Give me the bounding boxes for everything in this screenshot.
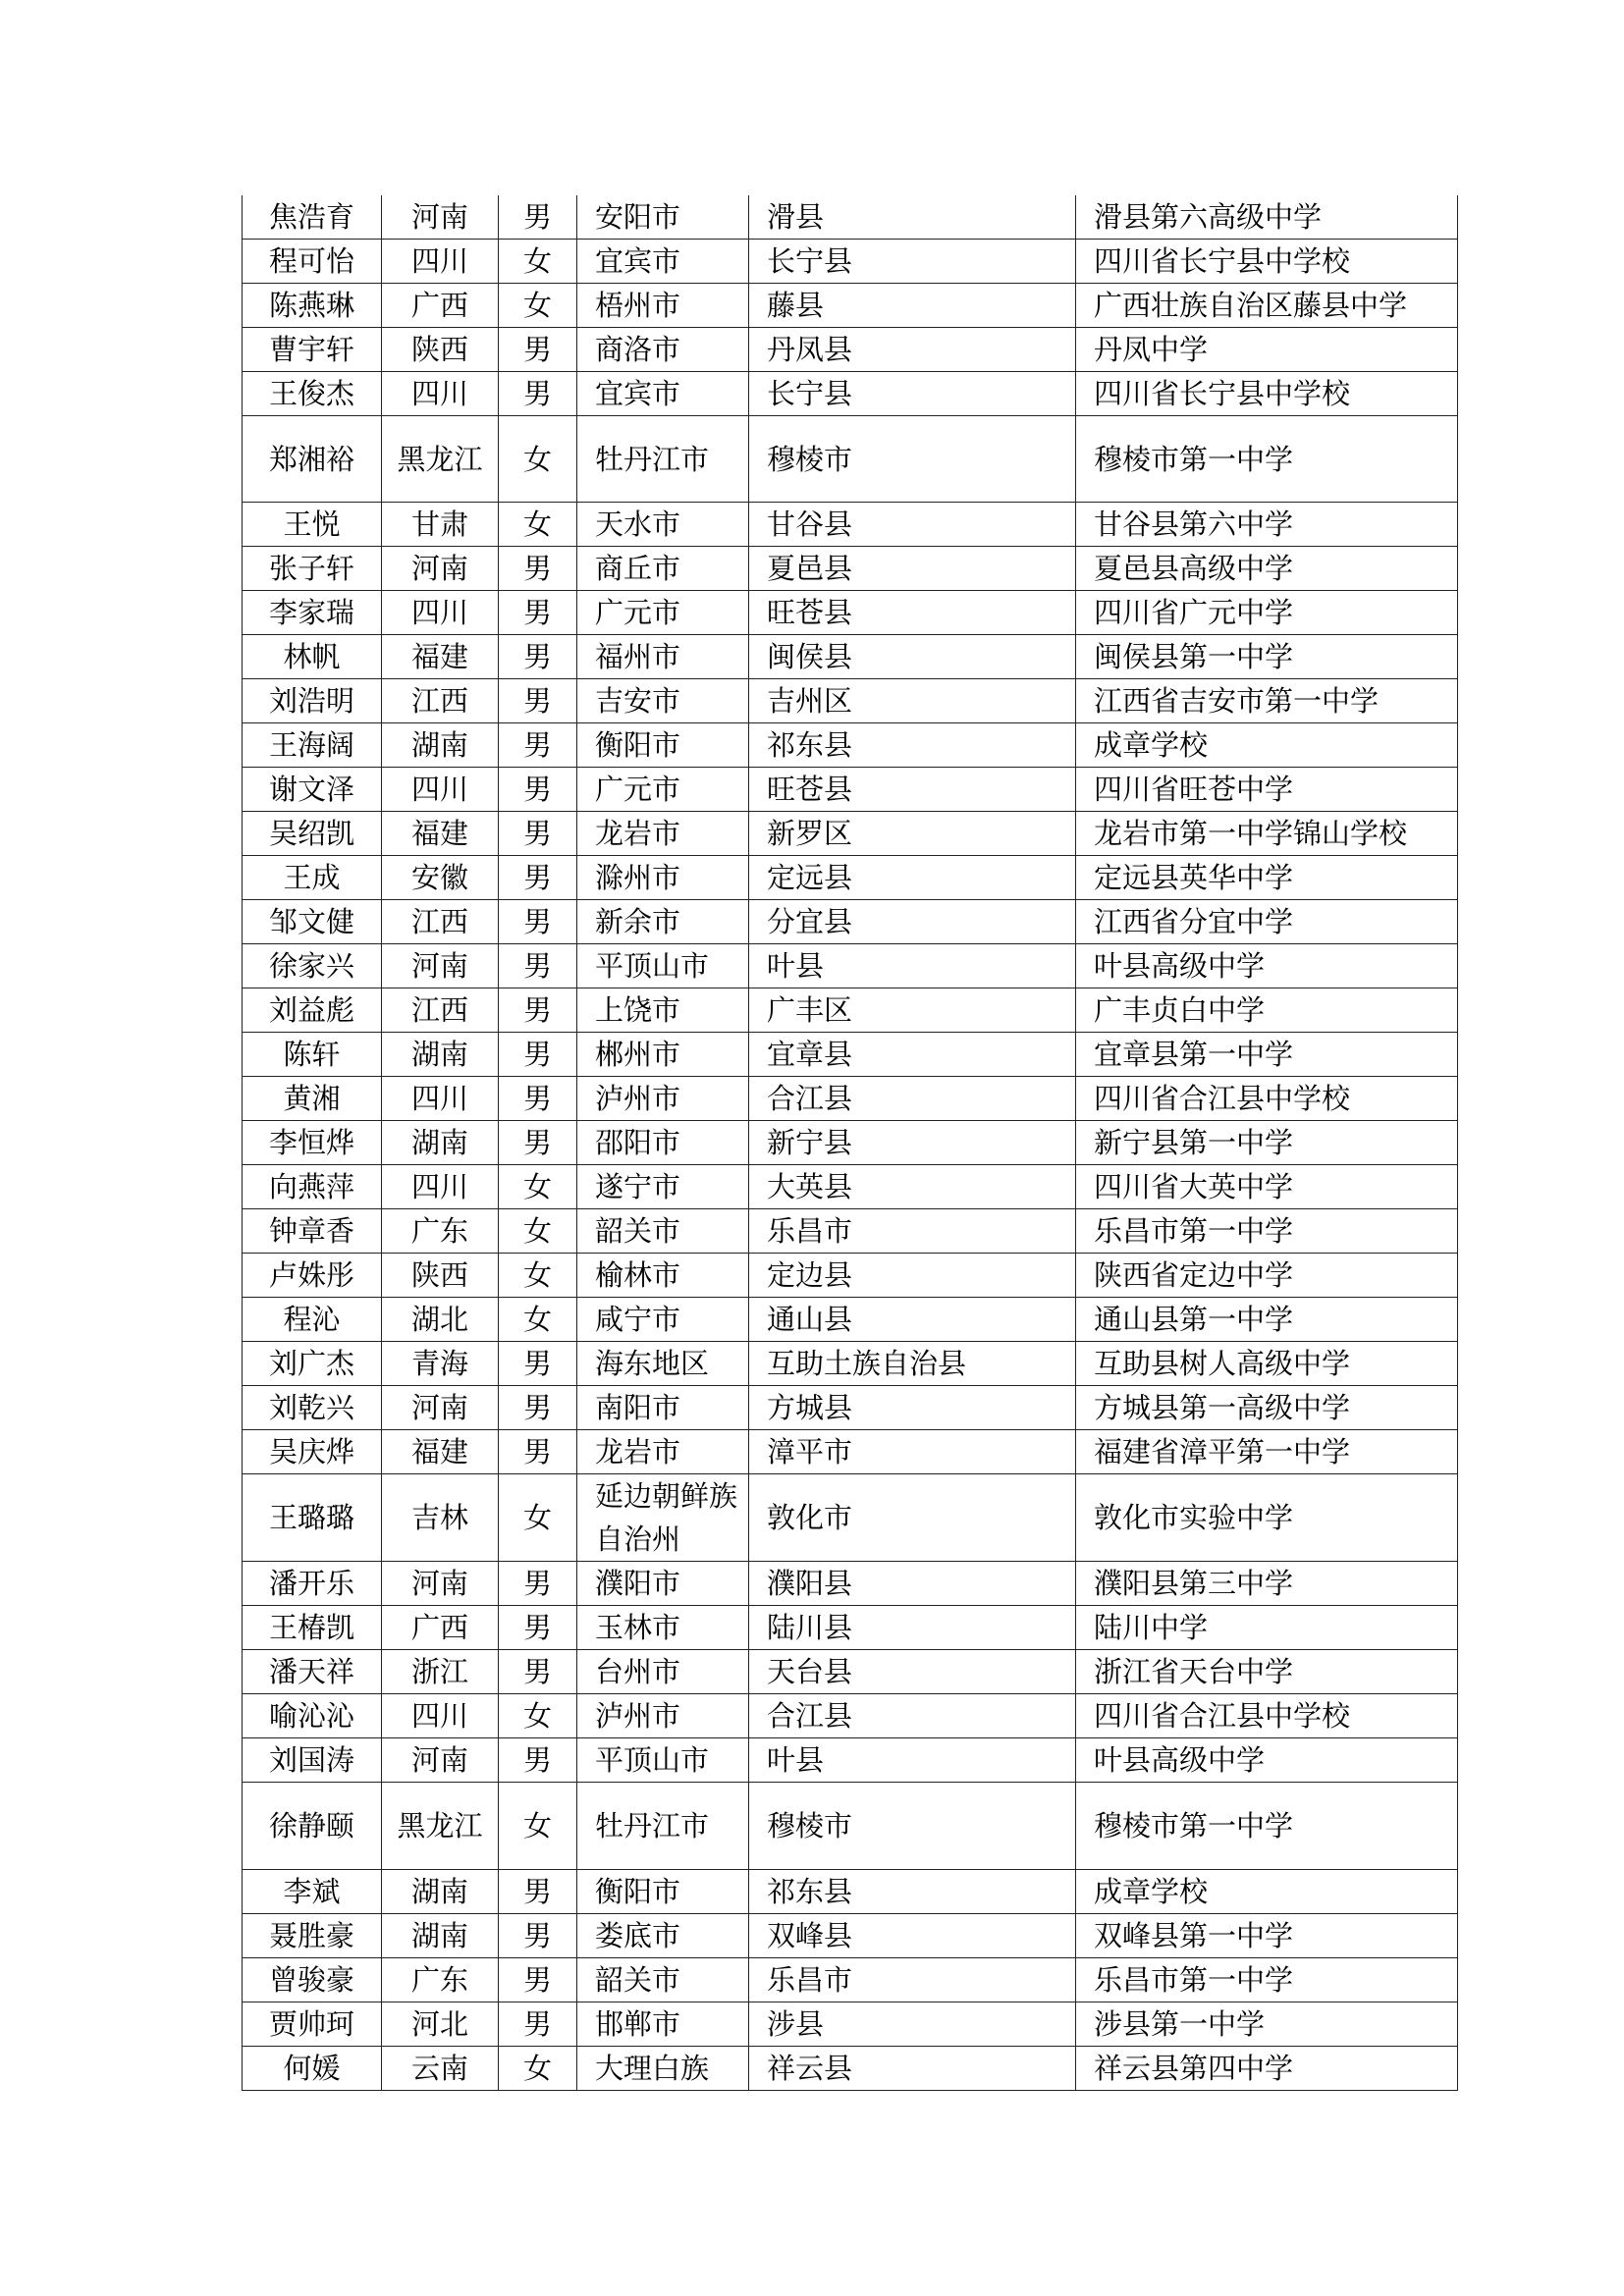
city-cell: 衡阳市 [577,1869,749,1913]
county-cell: 定远县 [749,856,1076,900]
school-cell: 甘谷县第六中学 [1076,503,1458,547]
city-cell: 泸州市 [577,1694,749,1738]
table-row [243,1783,1458,1869]
student-name-cell: 王悦 [243,503,382,547]
gender-cell: 男 [499,328,577,372]
table-row [243,1869,1458,1913]
city-cell: 南阳市 [577,1386,749,1430]
county-cell: 长宁县 [749,372,1076,416]
province-cell: 河北 [382,2002,499,2046]
school-cell: 四川省长宁县中学校 [1076,372,1458,416]
province-cell: 甘肃 [382,503,499,547]
city-cell: 娄底市 [577,1913,749,1957]
table-row [243,1254,1458,1298]
table-row [243,856,1458,900]
province-cell: 四川 [382,1077,499,1121]
province-cell: 四川 [382,768,499,812]
province-cell: 湖南 [382,723,499,768]
table-row [243,1957,1458,2002]
gender-cell: 男 [499,1957,577,2002]
student-name-cell: 卢姝彤 [243,1254,382,1298]
province-cell: 黑龙江 [382,416,499,503]
province-cell: 浙江 [382,1650,499,1694]
gender-cell: 女 [499,1783,577,1869]
table-row [243,679,1458,723]
gender-cell: 女 [499,1254,577,1298]
county-cell: 分宜县 [749,900,1076,944]
student-name-cell: 刘益彪 [243,988,382,1033]
student-name-cell: 喻沁沁 [243,1694,382,1738]
gender-cell: 男 [499,1342,577,1386]
province-cell: 湖南 [382,1033,499,1077]
school-cell: 敦化市实验中学 [1076,1474,1458,1562]
gender-cell: 男 [499,768,577,812]
table-row [243,1606,1458,1650]
school-cell: 江西省分宜中学 [1076,900,1458,944]
student-name-cell: 谢文泽 [243,768,382,812]
school-cell: 福建省漳平第一中学 [1076,1430,1458,1474]
school-cell: 乐昌市第一中学 [1076,1209,1458,1254]
province-cell: 河南 [382,944,499,988]
county-cell: 乐昌市 [749,1209,1076,1254]
city-cell: 宜宾市 [577,372,749,416]
city-cell: 广元市 [577,591,749,635]
student-name-cell: 吴绍凯 [243,812,382,856]
gender-cell: 男 [499,900,577,944]
table-row [243,328,1458,372]
county-cell: 通山县 [749,1298,1076,1342]
student-name-cell: 郑湘裕 [243,416,382,503]
school-cell: 四川省旺苍中学 [1076,768,1458,812]
city-cell: 龙岩市 [577,1430,749,1474]
student-name-cell: 陈燕琳 [243,284,382,328]
gender-cell: 女 [499,240,577,284]
student-name-cell: 刘广杰 [243,1342,382,1386]
table-row [243,1738,1458,1783]
province-cell: 江西 [382,900,499,944]
province-cell: 河南 [382,195,499,240]
gender-cell: 男 [499,1033,577,1077]
student-name-cell: 林帆 [243,635,382,679]
school-cell: 四川省合江县中学校 [1076,1694,1458,1738]
county-cell: 新宁县 [749,1121,1076,1165]
province-cell: 湖南 [382,1869,499,1913]
city-cell: 玉林市 [577,1606,749,1650]
county-cell: 大英县 [749,1165,1076,1209]
gender-cell: 男 [499,1738,577,1783]
gender-cell: 男 [499,1869,577,1913]
gender-cell: 男 [499,635,577,679]
province-cell: 安徽 [382,856,499,900]
city-cell: 牡丹江市 [577,1783,749,1869]
city-cell: 梧州市 [577,284,749,328]
gender-cell: 女 [499,1474,577,1562]
city-cell: 吉安市 [577,679,749,723]
student-name-cell: 陈轩 [243,1033,382,1077]
school-cell: 定远县英华中学 [1076,856,1458,900]
school-cell: 通山县第一中学 [1076,1298,1458,1342]
gender-cell: 女 [499,1694,577,1738]
province-cell: 河南 [382,1386,499,1430]
school-cell: 涉县第一中学 [1076,2002,1458,2046]
student-name-cell: 贾帅珂 [243,2002,382,2046]
gender-cell: 女 [499,1209,577,1254]
table-row [243,1430,1458,1474]
student-name-cell: 王椿凯 [243,1606,382,1650]
student-name-cell: 王海阔 [243,723,382,768]
city-cell: 平顶山市 [577,1738,749,1783]
student-name-cell: 程沁 [243,1298,382,1342]
province-cell: 四川 [382,591,499,635]
city-cell: 福州市 [577,635,749,679]
province-cell: 吉林 [382,1474,499,1562]
gender-cell: 男 [499,2002,577,2046]
table-row [243,1077,1458,1121]
city-cell: 大理白族 [577,2046,749,2090]
school-cell: 江西省吉安市第一中学 [1076,679,1458,723]
city-cell: 广元市 [577,768,749,812]
gender-cell: 男 [499,1562,577,1606]
city-cell: 郴州市 [577,1033,749,1077]
student-name-cell: 邹文健 [243,900,382,944]
city-cell: 咸宁市 [577,1298,749,1342]
student-name-cell: 徐静颐 [243,1783,382,1869]
table-row [243,1650,1458,1694]
province-cell: 四川 [382,372,499,416]
province-cell: 河南 [382,1738,499,1783]
school-cell: 叶县高级中学 [1076,1738,1458,1783]
table-row [243,1342,1458,1386]
county-cell: 陆川县 [749,1606,1076,1650]
student-name-cell: 焦浩育 [243,195,382,240]
student-name-cell: 何媛 [243,2046,382,2090]
student-name-cell: 李恒烨 [243,1121,382,1165]
gender-cell: 女 [499,416,577,503]
county-cell: 闽侯县 [749,635,1076,679]
county-cell: 合江县 [749,1694,1076,1738]
city-cell: 遂宁市 [577,1165,749,1209]
table-row [243,988,1458,1033]
province-cell: 湖南 [382,1121,499,1165]
gender-cell: 男 [499,372,577,416]
school-cell: 四川省广元中学 [1076,591,1458,635]
county-cell: 祁东县 [749,723,1076,768]
school-cell: 四川省长宁县中学校 [1076,240,1458,284]
city-cell: 上饶市 [577,988,749,1033]
school-cell: 闽侯县第一中学 [1076,635,1458,679]
city-cell: 海东地区 [577,1342,749,1386]
province-cell: 四川 [382,240,499,284]
student-name-cell: 李斌 [243,1869,382,1913]
gender-cell: 男 [499,988,577,1033]
gender-cell: 男 [499,1650,577,1694]
school-cell: 穆棱市第一中学 [1076,1783,1458,1869]
province-cell: 河南 [382,1562,499,1606]
county-cell: 穆棱市 [749,416,1076,503]
county-cell: 丹凤县 [749,328,1076,372]
student-name-cell: 黄湘 [243,1077,382,1121]
gender-cell: 男 [499,812,577,856]
student-name-cell: 刘浩明 [243,679,382,723]
gender-cell: 女 [499,2046,577,2090]
city-cell: 商丘市 [577,547,749,591]
school-cell: 叶县高级中学 [1076,944,1458,988]
table-row [243,547,1458,591]
province-cell: 福建 [382,1430,499,1474]
school-cell: 互助县树人高级中学 [1076,1342,1458,1386]
student-name-cell: 徐家兴 [243,944,382,988]
city-cell: 邵阳市 [577,1121,749,1165]
county-cell: 广丰区 [749,988,1076,1033]
student-name-cell: 钟章香 [243,1209,382,1254]
table-row [243,1165,1458,1209]
gender-cell: 女 [499,1298,577,1342]
county-cell: 藤县 [749,284,1076,328]
province-cell: 陕西 [382,1254,499,1298]
school-cell: 成章学校 [1076,723,1458,768]
student-name-cell: 潘开乐 [243,1562,382,1606]
province-cell: 青海 [382,1342,499,1386]
county-cell: 夏邑县 [749,547,1076,591]
gender-cell: 男 [499,1430,577,1474]
student-name-cell: 刘乾兴 [243,1386,382,1430]
student-name-cell: 张子轩 [243,547,382,591]
gender-cell: 男 [499,1913,577,1957]
table-row [243,195,1458,240]
city-cell: 新余市 [577,900,749,944]
city-cell: 牡丹江市 [577,416,749,503]
student-name-cell: 向燕萍 [243,1165,382,1209]
province-cell: 河南 [382,547,499,591]
table-row [243,723,1458,768]
county-cell: 穆棱市 [749,1783,1076,1869]
city-cell: 延边朝鲜族自治州 [577,1474,749,1562]
table-row [243,1298,1458,1342]
student-name-cell: 聂胜豪 [243,1913,382,1957]
gender-cell: 男 [499,1121,577,1165]
city-cell: 衡阳市 [577,723,749,768]
table-row [243,1121,1458,1165]
county-cell: 合江县 [749,1077,1076,1121]
table-row [243,503,1458,547]
student-roster-table [242,195,1458,2091]
table-row [243,635,1458,679]
school-cell: 陆川中学 [1076,1606,1458,1650]
school-cell: 穆棱市第一中学 [1076,416,1458,503]
table-row [243,284,1458,328]
city-cell: 邯郸市 [577,2002,749,2046]
table-row [243,2002,1458,2046]
roster-body [243,195,1458,2090]
student-name-cell: 王璐璐 [243,1474,382,1562]
county-cell: 互助土族自治县 [749,1342,1076,1386]
school-cell: 成章学校 [1076,1869,1458,1913]
city-cell: 安阳市 [577,195,749,240]
county-cell: 天台县 [749,1650,1076,1694]
gender-cell: 男 [499,195,577,240]
city-cell: 平顶山市 [577,944,749,988]
school-cell: 陕西省定边中学 [1076,1254,1458,1298]
county-cell: 滑县 [749,195,1076,240]
county-cell: 方城县 [749,1386,1076,1430]
table-row [243,1209,1458,1254]
province-cell: 云南 [382,2046,499,2090]
county-cell: 定边县 [749,1254,1076,1298]
gender-cell: 男 [499,856,577,900]
table-row [243,768,1458,812]
city-cell: 商洛市 [577,328,749,372]
city-cell: 濮阳市 [577,1562,749,1606]
city-cell: 泸州市 [577,1077,749,1121]
county-cell: 双峰县 [749,1913,1076,1957]
county-cell: 新罗区 [749,812,1076,856]
county-cell: 甘谷县 [749,503,1076,547]
county-cell: 旺苍县 [749,591,1076,635]
gender-cell: 男 [499,1386,577,1430]
province-cell: 广东 [382,1957,499,2002]
province-cell: 四川 [382,1694,499,1738]
province-cell: 江西 [382,988,499,1033]
student-name-cell: 李家瑞 [243,591,382,635]
school-cell: 丹凤中学 [1076,328,1458,372]
province-cell: 福建 [382,635,499,679]
county-cell: 漳平市 [749,1430,1076,1474]
county-cell: 敦化市 [749,1474,1076,1562]
table-row [243,1033,1458,1077]
province-cell: 江西 [382,679,499,723]
school-cell: 祥云县第四中学 [1076,2046,1458,2090]
county-cell: 旺苍县 [749,768,1076,812]
gender-cell: 女 [499,1165,577,1209]
city-cell: 台州市 [577,1650,749,1694]
city-cell: 榆林市 [577,1254,749,1298]
county-cell: 叶县 [749,944,1076,988]
table-row [243,1694,1458,1738]
table-row [243,944,1458,988]
table-row [243,591,1458,635]
school-cell: 宜章县第一中学 [1076,1033,1458,1077]
table-row [243,240,1458,284]
city-cell: 宜宾市 [577,240,749,284]
city-cell: 龙岩市 [577,812,749,856]
school-cell: 新宁县第一中学 [1076,1121,1458,1165]
school-cell: 濮阳县第三中学 [1076,1562,1458,1606]
city-cell: 滁州市 [577,856,749,900]
county-cell: 祁东县 [749,1869,1076,1913]
city-cell: 韶关市 [577,1957,749,2002]
school-cell: 双峰县第一中学 [1076,1913,1458,1957]
student-name-cell: 王俊杰 [243,372,382,416]
school-cell: 乐昌市第一中学 [1076,1957,1458,2002]
school-cell: 夏邑县高级中学 [1076,547,1458,591]
province-cell: 广西 [382,284,499,328]
province-cell: 湖南 [382,1913,499,1957]
province-cell: 陕西 [382,328,499,372]
table-row [243,1562,1458,1606]
school-cell: 方城县第一高级中学 [1076,1386,1458,1430]
table-row [243,1913,1458,1957]
school-cell: 广西壮族自治区藤县中学 [1076,284,1458,328]
gender-cell: 男 [499,1606,577,1650]
table-row [243,1386,1458,1430]
gender-cell: 女 [499,284,577,328]
gender-cell: 女 [499,503,577,547]
province-cell: 广西 [382,1606,499,1650]
gender-cell: 男 [499,591,577,635]
province-cell: 广东 [382,1209,499,1254]
province-cell: 福建 [382,812,499,856]
gender-cell: 男 [499,944,577,988]
province-cell: 黑龙江 [382,1783,499,1869]
gender-cell: 男 [499,1077,577,1121]
table-row [243,1474,1458,1562]
city-cell: 韶关市 [577,1209,749,1254]
table-row [243,416,1458,503]
table-row [243,2046,1458,2090]
province-cell: 湖北 [382,1298,499,1342]
table-row [243,812,1458,856]
province-cell: 四川 [382,1165,499,1209]
gender-cell: 男 [499,723,577,768]
student-name-cell: 曹宇轩 [243,328,382,372]
county-cell: 长宁县 [749,240,1076,284]
school-cell: 滑县第六高级中学 [1076,195,1458,240]
student-name-cell: 王成 [243,856,382,900]
city-cell: 天水市 [577,503,749,547]
county-cell: 宜章县 [749,1033,1076,1077]
student-name-cell: 吴庆烨 [243,1430,382,1474]
county-cell: 涉县 [749,2002,1076,2046]
county-cell: 祥云县 [749,2046,1076,2090]
table-row [243,900,1458,944]
gender-cell: 男 [499,547,577,591]
school-cell: 广丰贞白中学 [1076,988,1458,1033]
county-cell: 吉州区 [749,679,1076,723]
school-cell: 浙江省天台中学 [1076,1650,1458,1694]
county-cell: 濮阳县 [749,1562,1076,1606]
county-cell: 乐昌市 [749,1957,1076,2002]
county-cell: 叶县 [749,1738,1076,1783]
student-name-cell: 潘天祥 [243,1650,382,1694]
student-name-cell: 程可怡 [243,240,382,284]
gender-cell: 男 [499,679,577,723]
school-cell: 龙岩市第一中学锦山学校 [1076,812,1458,856]
student-name-cell: 刘国涛 [243,1738,382,1783]
school-cell: 四川省大英中学 [1076,1165,1458,1209]
school-cell: 四川省合江县中学校 [1076,1077,1458,1121]
table-row [243,372,1458,416]
student-name-cell: 曾骏豪 [243,1957,382,2002]
